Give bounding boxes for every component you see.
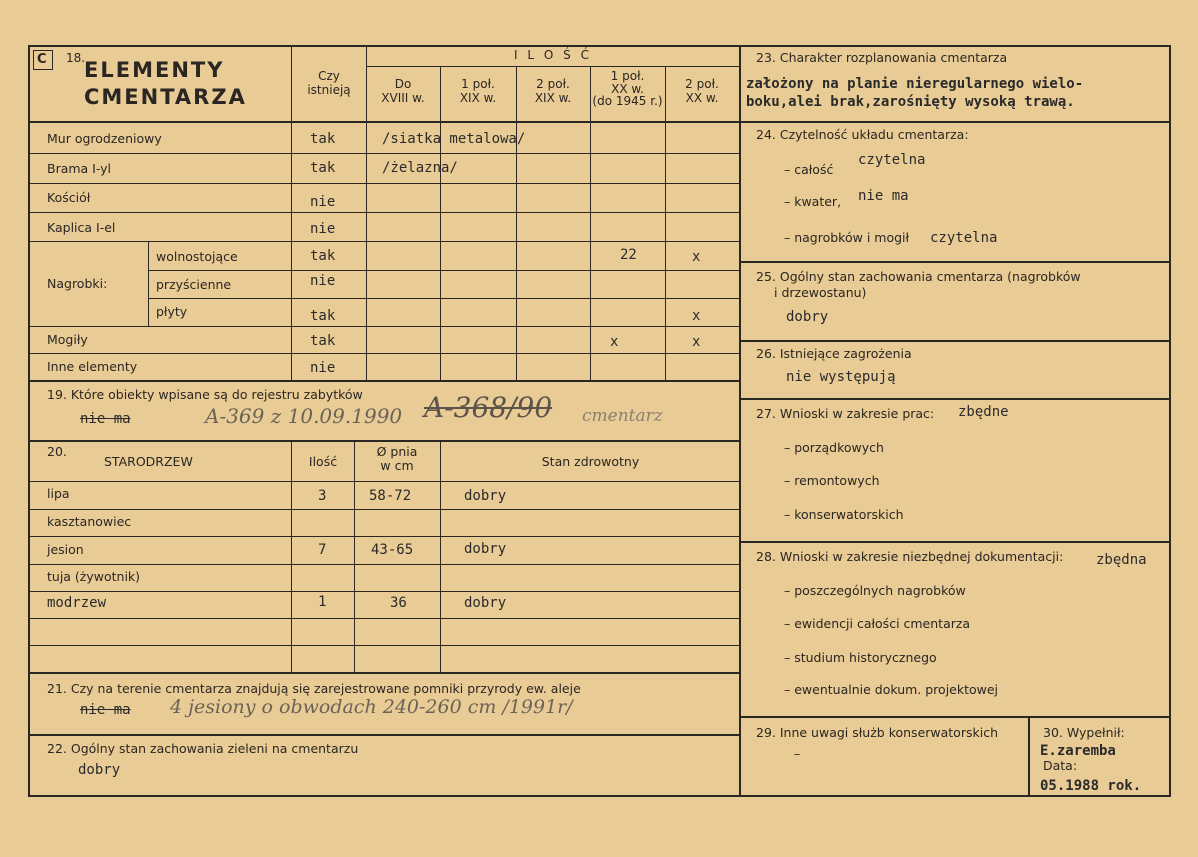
s29-dash: – — [794, 746, 801, 761]
s19-register-entry: A-369 z 10.09.1990 — [205, 404, 403, 428]
s30-label: 30. Wypełnił: — [1043, 725, 1125, 740]
tree-pien: 58-72 — [369, 488, 412, 504]
row-czy-przyscienne: nie — [310, 273, 336, 289]
s19-label: 19. Które obiekty wpisane są do rejestru zabytków — [47, 387, 363, 402]
s28-item: – poszczególnych nagrobków — [784, 583, 966, 598]
row-czy-kaplica: nie — [310, 221, 336, 237]
row-2pol20-plyty: x — [692, 308, 701, 324]
s19-struck-value: nie ma — [80, 411, 131, 427]
col-1pol20: 1 poł. XX w. (do 1945 r.) — [592, 69, 663, 109]
s29-label: 29. Inne uwagi służb konserwatorskich — [756, 725, 998, 740]
row-note-brama: /żelazna/ — [382, 160, 458, 176]
col-2pol20: 2 poł. XX w. — [685, 77, 719, 105]
s27-label: 27. Wnioski w zakresie prac: — [756, 406, 935, 421]
row-2pol20-mogily: x — [692, 334, 701, 350]
s27-item: – konserwatorskich — [784, 507, 904, 522]
s24-calosc-label: – całość — [784, 162, 834, 177]
tree-stan: dobry — [464, 595, 507, 611]
s26-value: nie występują — [786, 369, 896, 385]
s20-col-ilosc: Ilość — [308, 454, 338, 469]
s30-name: E.zaremba — [1040, 743, 1116, 759]
col-1pol19: 1 poł. XIX w. — [459, 77, 497, 105]
row-label-przyscienne: przyścienne — [156, 277, 232, 292]
row-czy-inne: nie — [310, 360, 336, 376]
col-2pol19: 2 poł. XIX w. — [534, 77, 572, 105]
title-line2: CMENTARZA — [84, 85, 247, 109]
section-letter: C — [37, 52, 47, 67]
row-label-inne: Inne elementy — [47, 359, 138, 374]
s28-item: – ewidencji całości cmentarza — [784, 616, 971, 631]
row-czy-wolnostojace: tak — [310, 248, 336, 264]
row-label-mur: Mur ogrodzeniowy — [47, 131, 162, 146]
s24-kwater-label: – kwater, — [784, 194, 842, 209]
section-number: 18. — [66, 51, 86, 65]
s28-label: 28. Wnioski w zakresie niezbędnej dokumentacji: — [756, 549, 1064, 564]
row-label-mogily: Mogiły — [47, 332, 88, 347]
row-czy-mur: tak — [310, 131, 336, 147]
row-label-wolnostojace: wolnostojące — [156, 249, 238, 264]
tree-ilosc: 1 — [318, 594, 327, 610]
s26-label: 26. Istniejące zagrożenia — [756, 346, 912, 361]
s28-item: – ewentualnie dokum. projektowej — [784, 682, 999, 697]
s24-nagrobkow-label: – nagrobków i mogił — [784, 230, 910, 245]
s27-item: – porządkowych — [784, 440, 884, 455]
s27-value: zbędne — [958, 404, 1009, 420]
row-label-brama: Brama I-yl — [47, 161, 112, 176]
tree-ilosc: 3 — [318, 488, 327, 504]
s27-item: – remontowych — [784, 473, 880, 488]
row-czy-brama: tak — [310, 160, 336, 176]
tree-pien: 36 — [390, 595, 407, 611]
title-line1: ELEMENTY — [84, 58, 225, 82]
tree-stan: dobry — [464, 488, 507, 504]
s25-value: dobry — [786, 309, 829, 325]
s25-label2: i drzewostanu) — [774, 285, 867, 300]
s19-register-struck: A-368/90 — [424, 391, 553, 424]
s22-label: 22. Ogólny stan zachowania zieleni na cmentarzu — [47, 741, 359, 756]
row-czy-plyty: tak — [310, 308, 336, 324]
s24-nagrobkow-value: czytelna — [930, 230, 998, 246]
tree-pien: 43-65 — [371, 542, 414, 558]
s23-line2: boku,alei brak,zarośnięty wysoką trawą. — [746, 94, 1075, 110]
s21-monuments: 4 jesiony o obwodach 240-260 cm /1991r/ — [170, 696, 573, 718]
s28-value: zbędna — [1096, 552, 1147, 568]
row-2pol20-wolnostojace: x — [692, 249, 701, 265]
s23-line1: założony na planie nieregularnego wielo- — [746, 76, 1084, 92]
row-label-nagrobki: Nagrobki: — [47, 276, 108, 291]
tree-name: jesion — [47, 542, 84, 557]
tree-name: tuja (żywotnik) — [47, 569, 141, 584]
s25-label1: 25. Ogólny stan zachowania cmentarza (nagrobków — [756, 269, 1081, 284]
tree-stan: dobry — [464, 541, 507, 557]
row-label-kaplica: Kaplica I-el — [47, 220, 116, 235]
col-ilosc: I L O Ś Ć — [514, 48, 592, 62]
s30-date: 05.1988 rok. — [1040, 778, 1142, 794]
tree-name: modrzew — [47, 595, 107, 611]
s20-title: STARODRZEW — [104, 454, 193, 469]
s20-col-stan: Stan zdrowotny — [541, 454, 640, 469]
s19-register-note: cmentarz — [582, 406, 663, 426]
s20-col-pnia: Ø pnia w cm — [376, 444, 418, 474]
s30-date-label: Data: — [1043, 758, 1078, 773]
s24-label: 24. Czytelność układu cmentarza: — [756, 127, 969, 142]
s24-calosc-value: czytelna — [858, 152, 926, 168]
s28-item: – studium historycznego — [784, 650, 937, 665]
s23-label: 23. Charakter rozplanowania cmentarza — [756, 50, 1008, 65]
row-1pol20-mogily: x — [610, 334, 619, 350]
tree-name: lipa — [47, 486, 70, 501]
s20-number: 20. — [47, 444, 67, 459]
col-czy-istnieja: Czy istnieją — [307, 69, 351, 97]
tree-ilosc: 7 — [318, 542, 327, 558]
row-1pol20-wolnostojace: 22 — [620, 247, 637, 263]
s24-kwater-value: nie ma — [858, 188, 909, 204]
row-label-kosciol: Kościół — [47, 190, 91, 205]
row-label-plyty: płyty — [156, 304, 188, 319]
s21-label: 21. Czy na terenie cmentarza znajdują się zarejestrowane pomniki przyrody ew. aleje — [47, 681, 581, 696]
col-do18: Do XVIII w. — [381, 77, 425, 105]
s21-struck-value: nie ma — [80, 702, 131, 718]
row-czy-kosciol: nie — [310, 194, 336, 210]
row-czy-mogily: tak — [310, 333, 336, 349]
s22-value: dobry — [78, 762, 121, 778]
row-note-mur: /siatka metalowa/ — [382, 131, 526, 147]
tree-name: kasztanowiec — [47, 514, 132, 529]
